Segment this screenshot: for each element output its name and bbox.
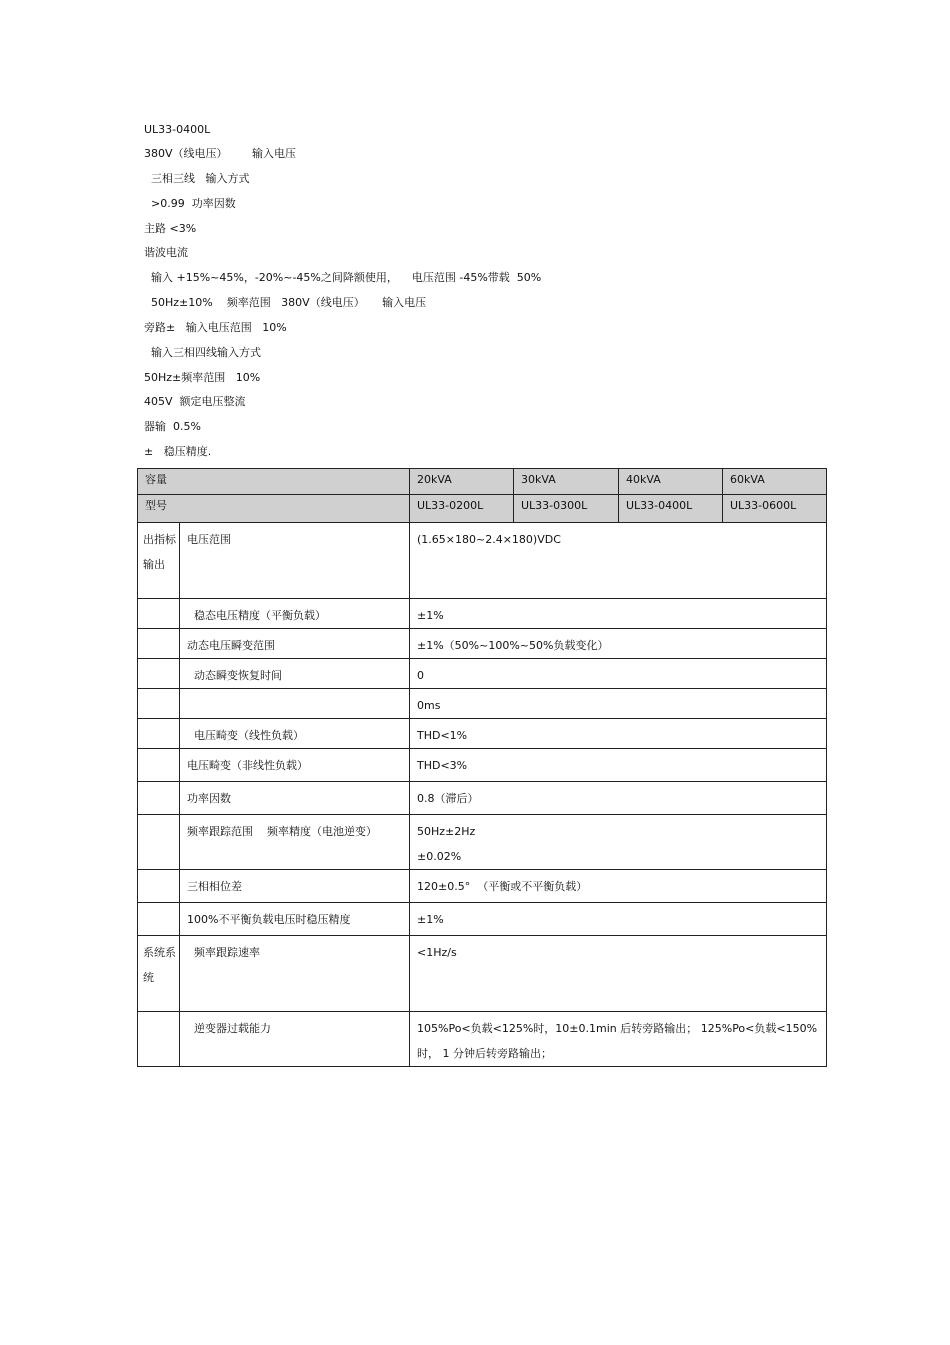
param-cell: 功率因数 — [180, 782, 410, 815]
value-cell: 50Hz±2Hz ±0.02% — [410, 815, 827, 870]
model-cell: UL33-0200L — [410, 495, 514, 523]
model-header-row — [138, 495, 827, 523]
capacity-cell: 40kVA — [619, 469, 723, 495]
side-label — [138, 719, 180, 749]
side-label: 系统系统 — [138, 936, 180, 1012]
value-cell: 0 — [410, 659, 827, 689]
side-label — [138, 1012, 180, 1067]
param-cell: 动态电压瞬变范围 — [180, 629, 410, 659]
side-label — [138, 629, 180, 659]
value-cell: ±1%（50%~100%~50%负载变化） — [410, 629, 827, 659]
model-label: 型号 — [138, 495, 410, 523]
value-cell: <1Hz/s — [410, 936, 827, 1012]
param-cell: 100%不平衡负载电压时稳压精度 — [180, 903, 410, 936]
intro-line: >0.99 功率因数 — [144, 197, 236, 210]
intro-line: 三相三线 输入方式 — [144, 172, 250, 185]
side-label — [138, 599, 180, 629]
intro-line: UL33-0400L — [144, 123, 211, 136]
intro-line: 主路 <3% — [144, 222, 197, 235]
value-cell: 105%Po<负载<125%时，10±0.1min 后转旁路输出； 125%Po<负载<150%时， 1 分钟后转旁路输出； — [410, 1012, 827, 1067]
capacity-label: 容量 — [138, 469, 410, 495]
intro-line: 50Hz±10% 频率范围 380V（线电压） 输入电压 — [144, 296, 427, 309]
value-cell: (1.65×180~2.4×180)VDC — [410, 523, 827, 599]
table-row — [138, 523, 827, 599]
intro-line: 谐波电流 — [144, 246, 188, 259]
table-row — [138, 903, 827, 936]
model-cell: UL33-0600L — [723, 495, 827, 523]
value-cell: ±1% — [410, 903, 827, 936]
value-cell: 0ms — [410, 689, 827, 719]
param-cell: 逆变器过载能力 — [180, 1012, 410, 1067]
side-label — [138, 749, 180, 782]
table-row — [138, 815, 827, 870]
side-label — [138, 659, 180, 689]
intro-line: 输入三相四线输入方式 — [144, 346, 261, 359]
table-row — [138, 870, 827, 903]
table-row — [138, 749, 827, 782]
value-cell: THD<1% — [410, 719, 827, 749]
spec-table — [137, 468, 827, 1067]
table-row — [138, 1012, 827, 1067]
table-row — [138, 689, 827, 719]
side-label: 出指标输出 — [138, 523, 180, 599]
capacity-cell: 20kVA — [410, 469, 514, 495]
param-cell: 电压畸变（非线性负载） — [180, 749, 410, 782]
param-cell: 动态瞬变恢复时间 — [180, 659, 410, 689]
side-label — [138, 689, 180, 719]
table-row — [138, 659, 827, 689]
value-cell: 120±0.5° （平衡或不平衡负载） — [410, 870, 827, 903]
table-row — [138, 782, 827, 815]
param-cell: 频率跟踪速率 — [180, 936, 410, 1012]
intro-line: 405V 额定电压整流 — [144, 395, 246, 408]
intro-line: 输入 +15%~45%，-20%~-45%之间降额使用， 电压范围 -45%带载 50% — [144, 271, 542, 284]
value-cell: 0.8（滞后） — [410, 782, 827, 815]
side-label — [138, 903, 180, 936]
side-label — [138, 782, 180, 815]
param-cell: 稳态电压精度（平衡负载） — [180, 599, 410, 629]
table-row — [138, 719, 827, 749]
capacity-header-row — [138, 469, 827, 495]
capacity-cell: 60kVA — [723, 469, 827, 495]
intro-line: 50Hz±频率范围 10% — [144, 371, 261, 384]
table-row — [138, 629, 827, 659]
value-cell: ±1% — [410, 599, 827, 629]
value-cell: THD<3% — [410, 749, 827, 782]
param-cell: 电压畸变（线性负载） — [180, 719, 410, 749]
capacity-cell: 30kVA — [514, 469, 619, 495]
table-row — [138, 936, 827, 1012]
param-cell: 频率跟踪范围 频率精度（电池逆变） — [180, 815, 410, 870]
intro-line: 旁路± 输入电压范围 10% — [144, 321, 287, 334]
model-cell: UL33-0400L — [619, 495, 723, 523]
model-cell: UL33-0300L — [514, 495, 619, 523]
side-label — [138, 870, 180, 903]
intro-line: 器输 0.5% — [144, 420, 201, 433]
param-cell — [180, 689, 410, 719]
intro-line: ± 稳压精度. — [144, 445, 212, 458]
param-cell: 三相相位差 — [180, 870, 410, 903]
intro-line: 380V（线电压） 输入电压 — [144, 147, 296, 160]
table-row — [138, 599, 827, 629]
param-cell: 电压范围 — [180, 523, 410, 599]
side-label — [138, 815, 180, 870]
